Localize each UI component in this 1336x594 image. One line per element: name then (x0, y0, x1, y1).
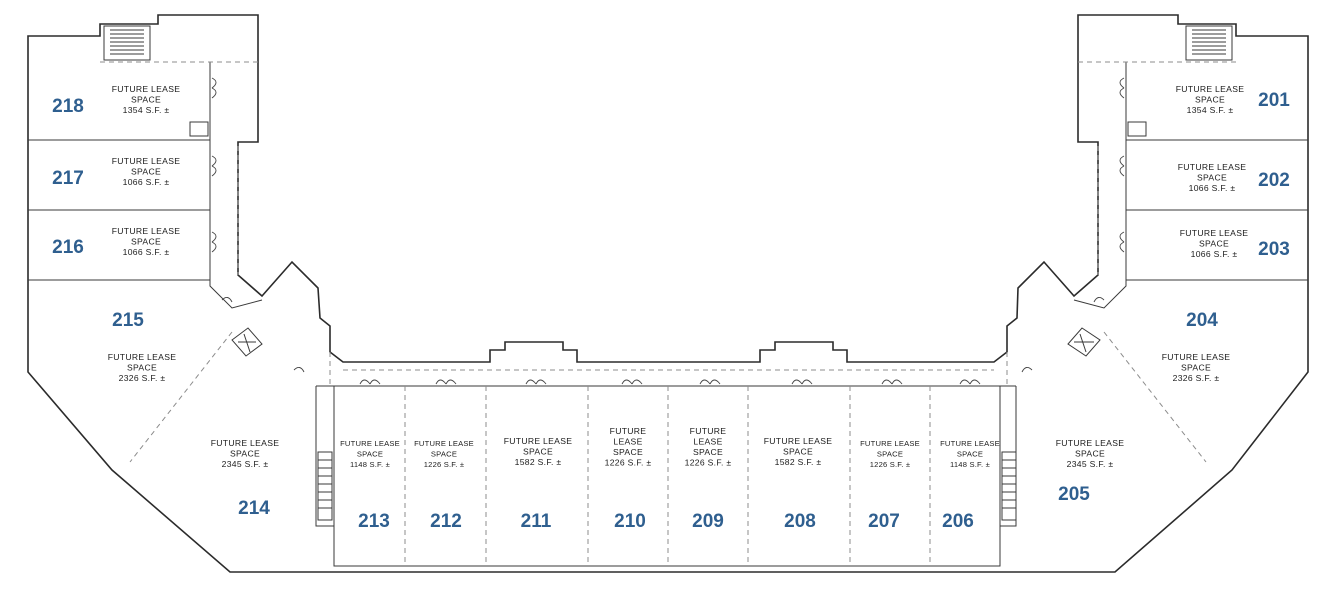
unit-lease-line: 1066 S.F. ± (122, 247, 170, 257)
unit-lease-label-207 (860, 439, 920, 469)
unit-lease-line: SPACE (783, 446, 813, 457)
unit-lease-line: 1148 S.F. ± (950, 460, 990, 469)
unit-number-206: 206 (942, 511, 974, 532)
unit-lease-line: SPACE (1199, 238, 1229, 249)
unit-lease-line: SPACE (1075, 448, 1105, 459)
unit-lease-label-216 (112, 226, 181, 257)
unit-lease-line: SPACE (131, 94, 161, 105)
unit-number-205: 205 (1058, 484, 1090, 505)
unit-number-208: 208 (784, 511, 816, 532)
unit-lease-label-213 (340, 439, 400, 469)
unit-lease-line: 1226 S.F. ± (423, 460, 465, 469)
unit-number-215: 215 (112, 310, 144, 331)
unit-lease-line: SPACE (956, 449, 984, 459)
unit-lease-label-214 (211, 438, 280, 469)
unit-number-213: 213 (358, 511, 390, 532)
unit-lease-label-208 (764, 436, 833, 467)
unit-lease-line: 1354 S.F. ± (122, 105, 170, 115)
unit-lease-line: FUTURE LEASE (107, 352, 177, 362)
unit-number-216: 216 (52, 237, 84, 258)
unit-lease-line: FUTURE LEASE (111, 156, 181, 166)
unit-lease-line: FUTURE LEASE (340, 439, 400, 448)
unit-lease-line: 1226 S.F. ± (604, 457, 652, 468)
unit-lease-line: SPACE (523, 446, 553, 457)
unit-lease-line: FUTURE LEASE (1179, 228, 1249, 238)
unit-lease-label-217 (112, 156, 181, 187)
unit-lease-line: 1148 S.F. ± (350, 460, 390, 469)
unit-number-211: 211 (520, 511, 552, 532)
unit-lease-line: FUTURE LEASE (940, 439, 1000, 448)
unit-lease-line: FUTURE LEASE (111, 226, 181, 236)
unit-number-214: 214 (238, 498, 270, 519)
unit-number-217: 217 (52, 168, 84, 189)
unit-lease-line: SPACE (356, 449, 384, 459)
unit-lease-line: SPACE (1195, 94, 1225, 105)
unit-number-207: 207 (868, 511, 900, 532)
unit-lease-line: FUTURE (609, 426, 647, 436)
unit-lease-line: FUTURE LEASE (1161, 352, 1231, 362)
unit-lease-line: FUTURE LEASE (414, 439, 474, 448)
unit-lease-label-218 (112, 84, 181, 115)
unit-lease-line: SPACE (430, 449, 458, 459)
unit-lease-label-203 (1180, 228, 1249, 259)
unit-lease-line: SPACE (693, 447, 723, 457)
unit-lease-label-202 (1178, 162, 1247, 193)
unit-lease-label-212 (414, 439, 474, 469)
unit-number-204: 204 (1186, 310, 1218, 331)
unit-lease-label-201 (1176, 84, 1245, 115)
unit-lease-line: 2326 S.F. ± (118, 373, 166, 383)
unit-lease-line: SPACE (131, 166, 161, 177)
unit-lease-line: FUTURE LEASE (210, 438, 280, 448)
unit-lease-line: LEASE (613, 436, 643, 447)
unit-number-201: 201 (1258, 90, 1290, 111)
unit-lease-label-210 (605, 426, 652, 468)
unit-number-209: 209 (692, 511, 724, 532)
unit-lease-label-204 (1162, 352, 1231, 383)
unit-lease-line: SPACE (127, 362, 157, 373)
unit-lease-line: 1066 S.F. ± (122, 177, 170, 187)
unit-lease-line: 1582 S.F. ± (774, 457, 822, 467)
unit-lease-line: SPACE (1197, 172, 1227, 183)
unit-lease-line: 2326 S.F. ± (1172, 373, 1220, 383)
unit-lease-line: 1066 S.F. ± (1188, 183, 1236, 193)
unit-lease-line: FUTURE LEASE (111, 84, 181, 94)
unit-lease-line: SPACE (613, 447, 643, 457)
unit-lease-line: LEASE (693, 436, 723, 447)
storefront-doors (212, 78, 1124, 384)
unit-lease-line: SPACE (131, 236, 161, 247)
unit-lease-line: 1582 S.F. ± (514, 457, 562, 467)
unit-lease-line: 2345 S.F. ± (1066, 459, 1114, 469)
unit-lease-line: FUTURE (689, 426, 727, 436)
unit-lease-line: 2345 S.F. ± (221, 459, 269, 469)
unit-number-203: 203 (1258, 239, 1290, 260)
unit-lease-line: 1354 S.F. ± (1186, 105, 1234, 115)
unit-lease-label-211 (504, 436, 573, 467)
unit-lease-line: FUTURE LEASE (1175, 84, 1245, 94)
unit-lease-line: SPACE (230, 448, 260, 459)
unit-number-218: 218 (52, 96, 84, 117)
unit-lease-line: SPACE (1181, 362, 1211, 373)
unit-lease-line: 1226 S.F. ± (869, 460, 911, 469)
unit-lease-line: 1066 S.F. ± (1190, 249, 1238, 259)
unit-lease-line: 1226 S.F. ± (684, 457, 732, 468)
unit-number-212: 212 (430, 511, 462, 532)
unit-lease-label-206 (940, 439, 1000, 469)
unit-lease-line: FUTURE LEASE (503, 436, 573, 446)
unit-lease-line: FUTURE LEASE (1177, 162, 1247, 172)
unit-lease-label-215 (108, 352, 177, 383)
unit-lease-line: FUTURE LEASE (860, 439, 920, 448)
unit-number-202: 202 (1258, 170, 1290, 191)
unit-lease-label-209 (685, 426, 732, 468)
unit-lease-line: FUTURE LEASE (763, 436, 833, 446)
unit-lease-line: SPACE (876, 449, 904, 459)
unit-lease-line: FUTURE LEASE (1055, 438, 1125, 448)
unit-number-210: 210 (614, 511, 646, 532)
unit-lease-label-205 (1056, 438, 1125, 469)
